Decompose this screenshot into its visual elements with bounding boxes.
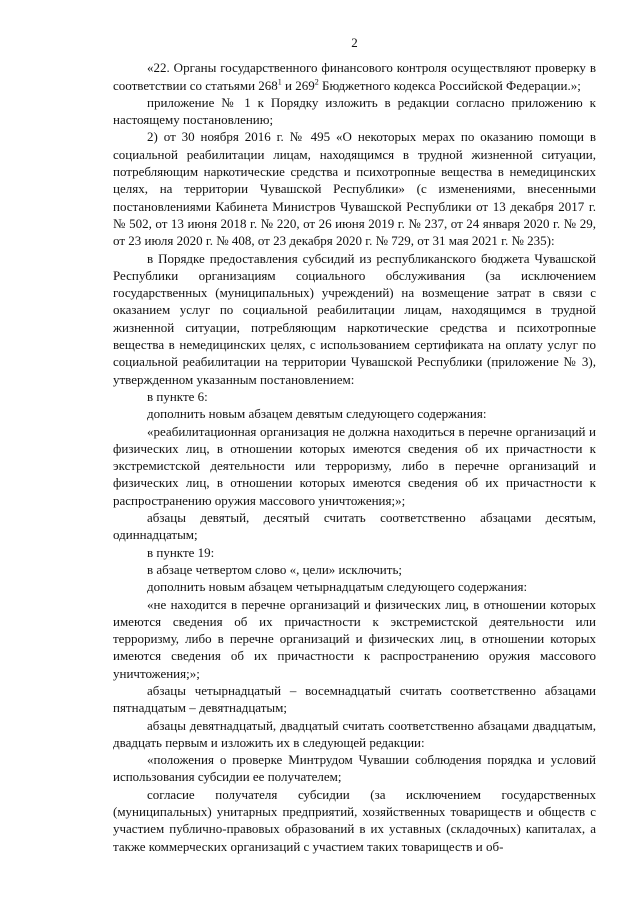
paragraph-1 xyxy=(113,59,596,94)
paragraph-15: «положения о проверке Минтрудом Чувашии соблюдения порядка и условий использования субсидии ее получателем; xyxy=(113,752,596,785)
paragraph-5: в пункте 6: xyxy=(147,388,208,404)
superscript-2: 2 xyxy=(314,77,319,87)
paragraph-1-text-b: и 269 xyxy=(281,77,315,93)
paragraph-11: дополнить новым абзацем четырнадцатым следующего содержания: xyxy=(147,579,528,595)
paragraph-2: приложение № 1 к Порядку изложить в редакции согласно приложению к настоящему постановлению; xyxy=(113,94,596,128)
paragraph-16: согласие получателя субсидии (за исключением государственных (муниципальных) унитарных предприятий, хозяйственных товариществ и обществ с участием публично-правовых образований в их уставных (складочных) капиталах, а также коммерческих организаций с участием таких товариществ и об- xyxy=(113,786,596,854)
paragraph-4: в Порядке предоставления субсидий из республиканского бюджета Чувашской Республики организациям социального обслуживания (за исключением государственных (муниципальных) учреждений) на возмещение затрат в связи с оказанием услуг по социальной реабилитации лицам, находящимся в трудной жизненной ситуации, потребляющим наркотические средства и психотропные вещества в немедицинских целях, с использованием сертификата на оплату услуг по социальной реабилитации на территории Чувашской Республики (приложение № 3), утвержденном указанным постановлением: xyxy=(113,250,596,387)
paragraph-3: 2) от 30 ноября 2016 г. № 495 «О некоторых мерах по оказанию помощи в социальной реабилитации лицам, находящимся в трудной жизненной ситуации, потребляющим наркотические средства и психотропные вещества в немедицинских целях, на территории Чувашской Республики» (с изменениями, внесенными постановлениями Кабинета Министров Чувашской Республики от 13 декабря 2017 г. № 502, от 13 июня 2018 г. № 220, от 26 июня 2019 г. № 237, от 24 января 2020 г. № 29, от 23 июля 2020 г. № 408, от 23 декабря 2020 г. № 729, от 31 мая 2021 г. № 235): xyxy=(113,129,596,249)
paragraph-14: абзацы девятнадцатый, двадцатый считать соответственно абзацами двадцатым, двадцать первым и изложить их в следующей редакции: xyxy=(113,717,596,750)
paragraph-12: «не находится в перечне организаций и физических лиц, в отношении которых имеются сведения об их причастности к экстремистской деятельности или терроризму, либо в перечне организаций и физических лиц, в отношении которых имеются сведения об их причастности к распространению оружия массового уничтожения;»; xyxy=(113,596,596,681)
superscript-1: 1 xyxy=(277,77,282,87)
document-page xyxy=(113,34,596,855)
paragraph-6: дополнить новым абзацем девятым следующего содержания: xyxy=(147,406,487,422)
paragraph-1-text-c: Бюджетного кодекса Российской Федерации.»; xyxy=(318,77,581,93)
paragraph-7: «реабилитационная организация не должна находиться в перечне организаций и физических лиц, в отношении которых имеются сведения об их причастности к экстремистской деятельности или терроризму, либо в перечне организаций и физических лиц, в отношении которых имеются сведения об их причастности к распространению оружия массового уничтожения;»; xyxy=(113,423,596,508)
paragraph-9: в пункте 19: xyxy=(147,544,215,560)
paragraph-8: абзацы девятый, десятый считать соответственно абзацами десятым, одиннадцатым; xyxy=(113,510,596,543)
paragraph-13: абзацы четырнадцатый – восемнадцатый считать соответственно абзацами пятнадцатым – девятнадцатым; xyxy=(113,682,596,716)
paragraph-10: в абзаце четвертом слово «, цели» исключить; xyxy=(147,561,402,577)
paragraph-1-text-a: «22. Органы государственного финансового контроля осуществляют проверку в соответствии со статьями 268 xyxy=(113,60,596,93)
page-number: 2 xyxy=(351,35,358,50)
